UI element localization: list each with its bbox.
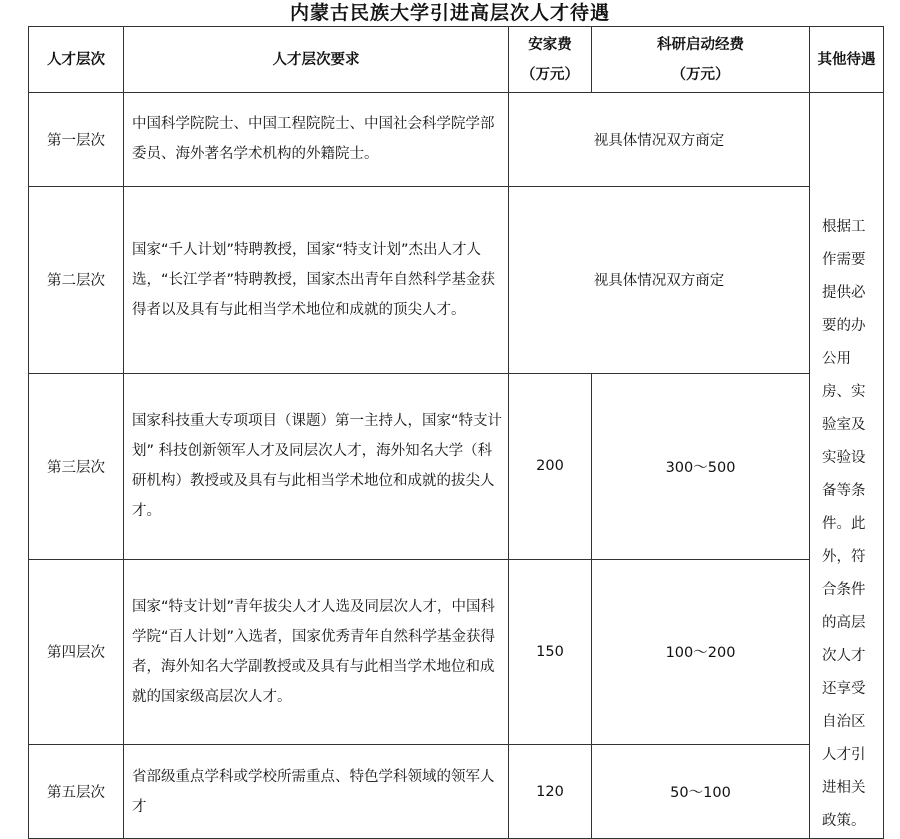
- row-settlement-fee: 150: [509, 559, 592, 745]
- header-level: 人才层次: [29, 27, 124, 93]
- talent-benefits-table: [28, 26, 884, 839]
- header-research-fund-line2: （万元）: [671, 66, 730, 83]
- row-level: 第一层次: [29, 93, 124, 187]
- row-research-fund: 100～200: [592, 559, 810, 745]
- other-benefits-cell: 根据工作需要提供必要的办公用房、实验室及实验设备等条件。此外，符合条件的高层次人才还享受自治区人才引进相关政策。: [810, 93, 884, 839]
- row-requirement: 国家科技重大专项项目（课题）第一主持人，国家“特支计划” 科技创新领军人才及同层次人才，海外知名大学（科研机构）教授或及具有与此相当学术地位和成就的拔尖人才。: [124, 373, 509, 559]
- row-requirement: 国家“千人计划”特聘教授，国家“特支计划”杰出人才人选，“长江学者”特聘教授，国家杰出青年自然科学基金获得者以及具有与此相当学术地位和成就的顶尖人才。: [124, 186, 509, 373]
- row-requirement: 省部级重点学科或学校所需重点、特色学科领域的领军人才: [124, 745, 509, 839]
- row-settlement-fee: 120: [509, 745, 592, 839]
- row-research-fund: 300～500: [592, 373, 810, 559]
- header-settlement-fee-line2: （万元）: [521, 66, 579, 83]
- table-row: [29, 559, 884, 745]
- document-title: 内蒙古民族大学引进高层次人才待遇: [289, 2, 610, 24]
- row-requirement: 中国科学院院士、中国工程院院士、中国社会科学院学部委员、海外著名学术机构的外籍院士。: [124, 93, 509, 187]
- table-row: [29, 373, 884, 559]
- row-negotiated: 视具体情况双方商定: [509, 93, 810, 187]
- table-row: [29, 745, 884, 839]
- header-other-benefits: 其他待遇: [810, 27, 884, 93]
- row-level: 第四层次: [29, 559, 124, 745]
- table-header-row: [29, 27, 884, 93]
- header-research-fund: [592, 27, 810, 93]
- table-row: [29, 186, 884, 373]
- row-research-fund: 50～100: [592, 745, 810, 839]
- header-settlement-fee: [509, 27, 592, 93]
- row-level: 第二层次: [29, 186, 124, 373]
- table-row: [29, 93, 884, 187]
- header-research-fund-line1: 科研启动经费: [657, 36, 744, 53]
- row-level: 第三层次: [29, 373, 124, 559]
- row-settlement-fee: 200: [509, 373, 592, 559]
- header-settlement-fee-line1: 安家费: [528, 36, 572, 53]
- row-requirement: 国家“特支计划”青年拔尖人才人选及同层次人才，中国科学院“百人计划”入选者，国家优秀青年自然科学基金获得者，海外知名大学副教授或及具有与此相当学术地位和成就的国家级高层次人才。: [124, 559, 509, 745]
- row-level: 第五层次: [29, 745, 124, 839]
- header-requirement: 人才层次要求: [124, 27, 509, 93]
- row-negotiated: 视具体情况双方商定: [509, 186, 810, 373]
